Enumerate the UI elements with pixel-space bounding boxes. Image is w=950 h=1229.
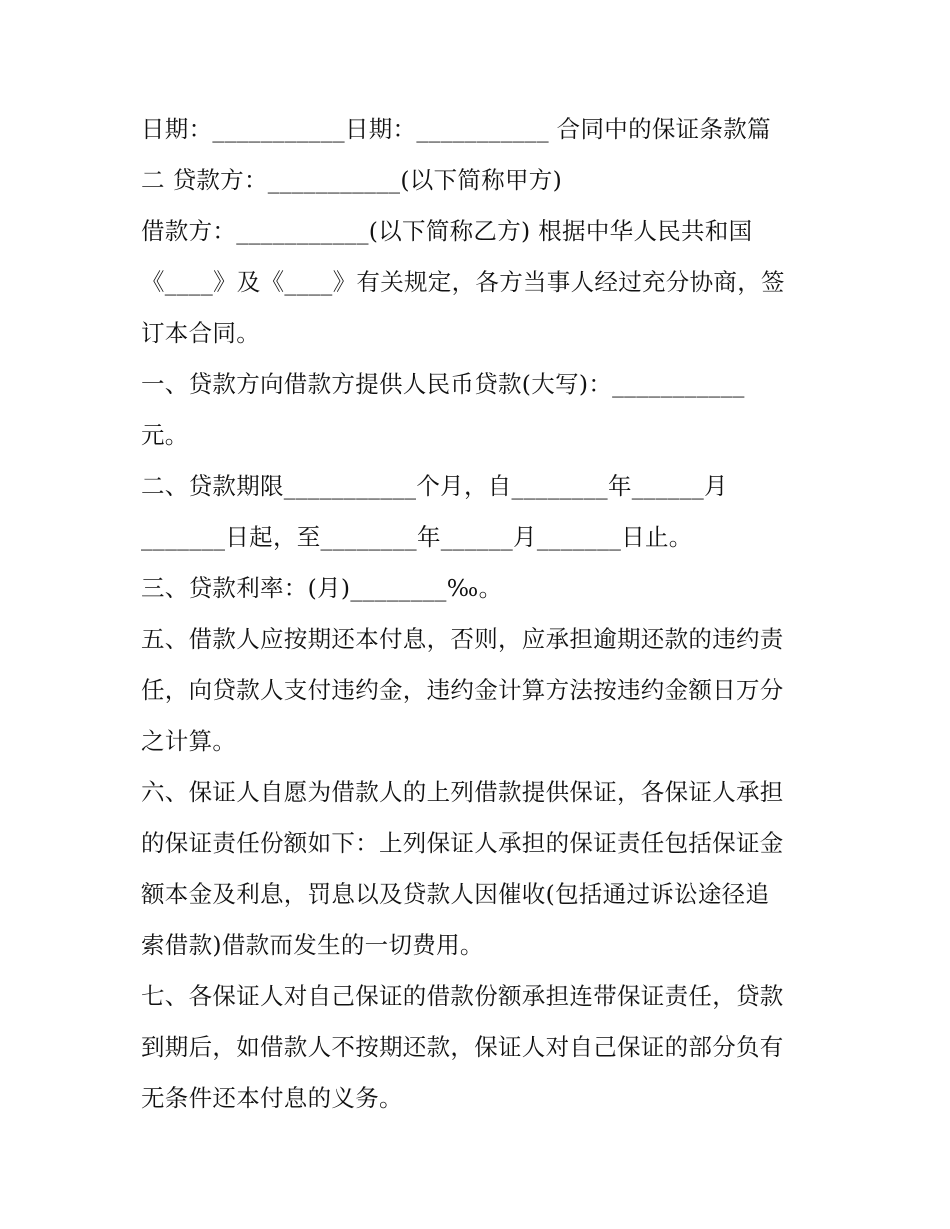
text-line: 二 贷款方：___________(以下简称甲方) — [141, 166, 563, 194]
text-line: 《____》及《____》有关规定，各方当事人经过充分协商，签 — [141, 268, 785, 296]
text-line: 到期后，如借款人不按期还款，保证人对自己保证的部分负有 — [141, 1033, 784, 1061]
text-line: 七、各保证人对自己保证的借款份额承担连带保证责任，贷款 — [141, 982, 784, 1010]
text-line: 索借款)借款而发生的一切费用。 — [141, 931, 484, 959]
text-line: 的保证责任份额如下：上列保证人承担的保证责任包括保证金 — [141, 829, 784, 857]
text-line: 元。 — [141, 421, 189, 449]
text-line: 之计算。 — [141, 727, 237, 755]
text-line: 借款方：___________(以下简称乙方) 根据中华人民共和国 — [141, 217, 753, 245]
text-line: 订本合同。 — [141, 319, 260, 347]
text-line: 无条件还本付息的义务。 — [141, 1084, 403, 1112]
text-line: 六、保证人自愿为借款人的上列借款提供保证，各保证人承担 — [141, 778, 784, 806]
text-line: 三、贷款利率：(月)________‰。 — [141, 574, 503, 602]
text-line: 二、贷款期限___________个月，自________年______月 — [141, 472, 728, 500]
document-body — [141, 104, 821, 1124]
text-line: 额本金及利息，罚息以及贷款人因催收(包括通过诉讼途径追 — [141, 880, 770, 908]
text-line: 一、贷款方向借款方提供人民币贷款(大写)：___________ — [141, 370, 745, 398]
text-line: _______日起，至________年______月_______日止。 — [141, 523, 693, 551]
text-line: 五、借款人应按期还本付息，否则，应承担逾期还款的违约责 — [141, 625, 784, 653]
text-line: 任，向贷款人支付违约金，违约金计算方法按违约金额日万分 — [141, 676, 784, 704]
text-line: 日期：___________日期：___________ 合同中的保证条款篇 — [141, 115, 771, 143]
